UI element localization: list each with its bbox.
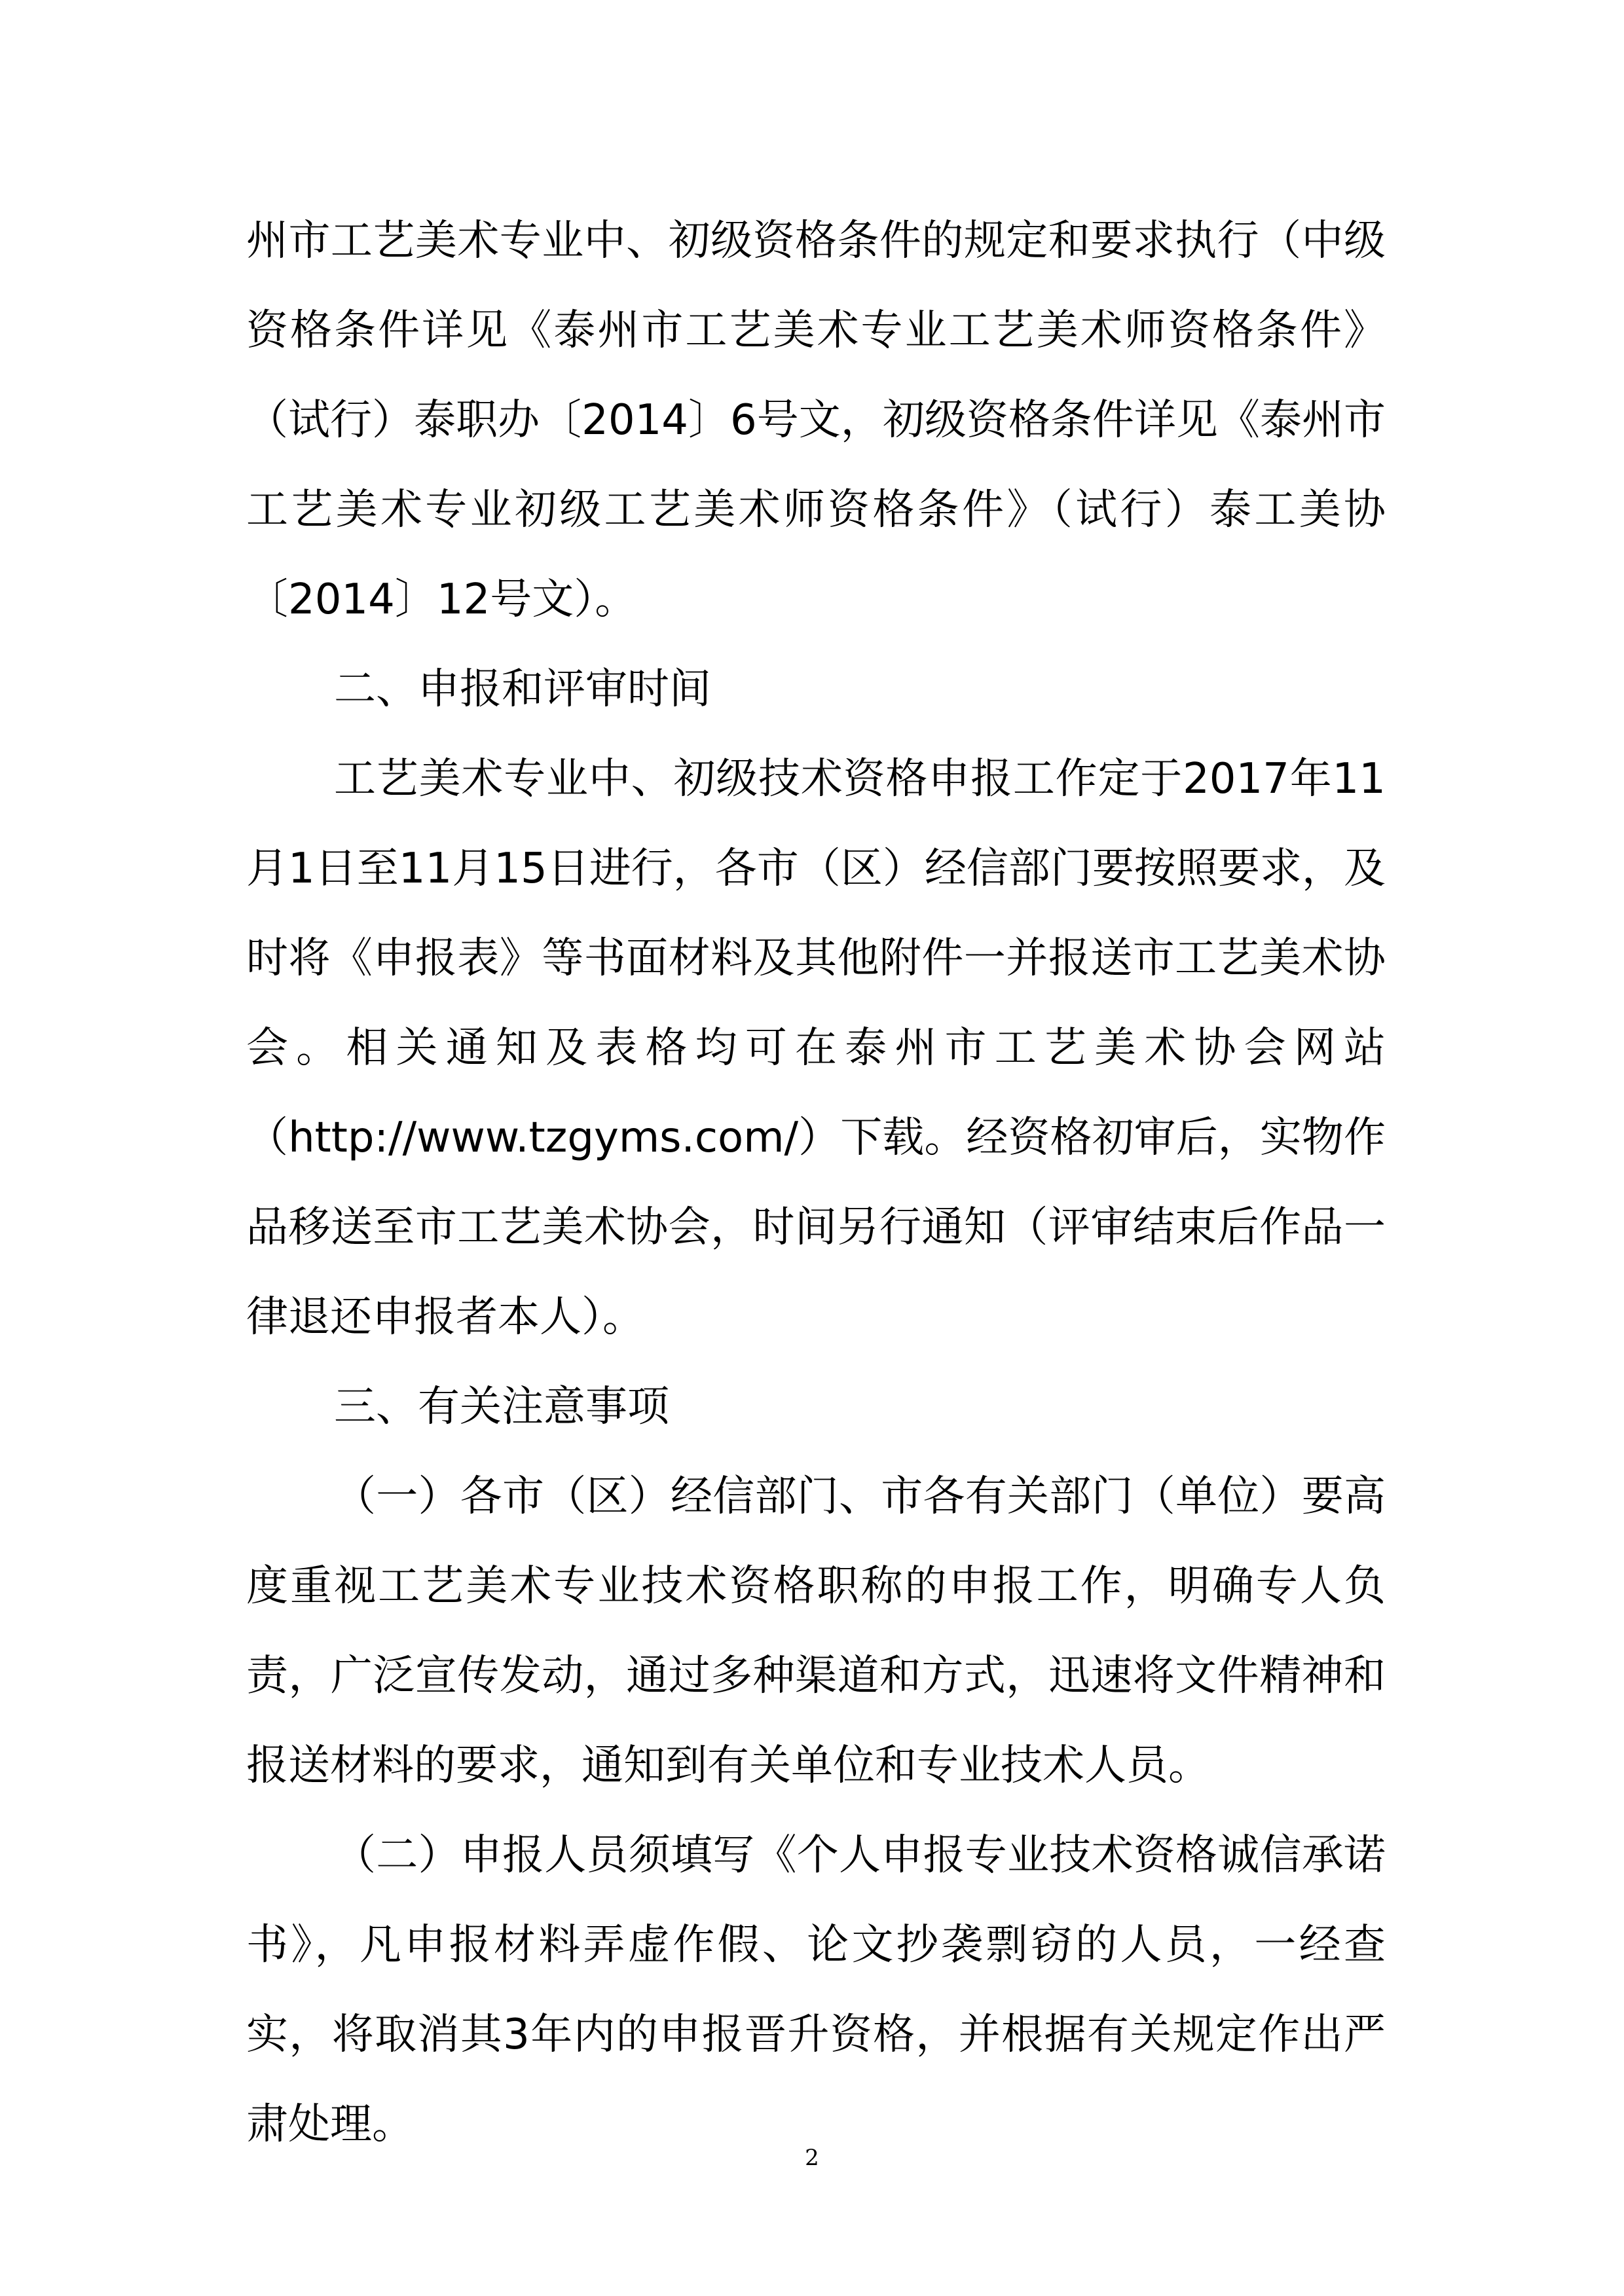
paragraph-application-schedule: 工艺美术专业中、初级技术资格申报工作定于2017年11月1日至11月15日进行，各市（区）经信部门要按照要求，及时将《申报表》等书面材料及其他附件一并报送市工艺美术协会。相关通知及表格均可在泰州市工艺美术协会网站（http://www.tzgyms.com/）下载。经资格初审后，实物作品移送至市工艺美术协会，时间另行通知（评审结束后作品一律退还申报者本人）。 [246, 755, 1386, 1341]
section-heading-application-review-time: 二、申报和评审时间 [334, 665, 711, 714]
paragraph-continuation: 州市工艺美术专业中、初级资格条件的规定和要求执行（中级资格条件详见《泰州市工艺美术专业工艺美术师资格条件》（试行）泰职办〔2014〕6号文，初级资格条件详见《泰州市工艺美术专业初级工艺美术师资格条件》（试行）泰工美协〔2014〕12号文）。 [246, 217, 1386, 624]
page-number: 2 [805, 2145, 819, 2171]
section-heading-notes: 三、有关注意事项 [334, 1383, 669, 1431]
document-body [246, 196, 1386, 2170]
paragraph-note-item-1: （一）各市（区）经信部门、市各有关部门（单位）要高度重视工艺美术专业技术资格职称的申报工作，明确专人负责，广泛宣传发动，通过多种渠道和方式，迅速将文件精神和报送材料的要求，通知到有关单位和专业技术人员。 [246, 1472, 1386, 1790]
paragraph-note-item-2: （二）申报人员须填写《个人申报专业技术资格诚信承诺书》，凡申报材料弄虚作假、论文抄袭剽窃的人员，一经查实，将取消其3年内的申报晋升资格，并根据有关规定作出严肃处理。 [246, 1831, 1386, 2149]
